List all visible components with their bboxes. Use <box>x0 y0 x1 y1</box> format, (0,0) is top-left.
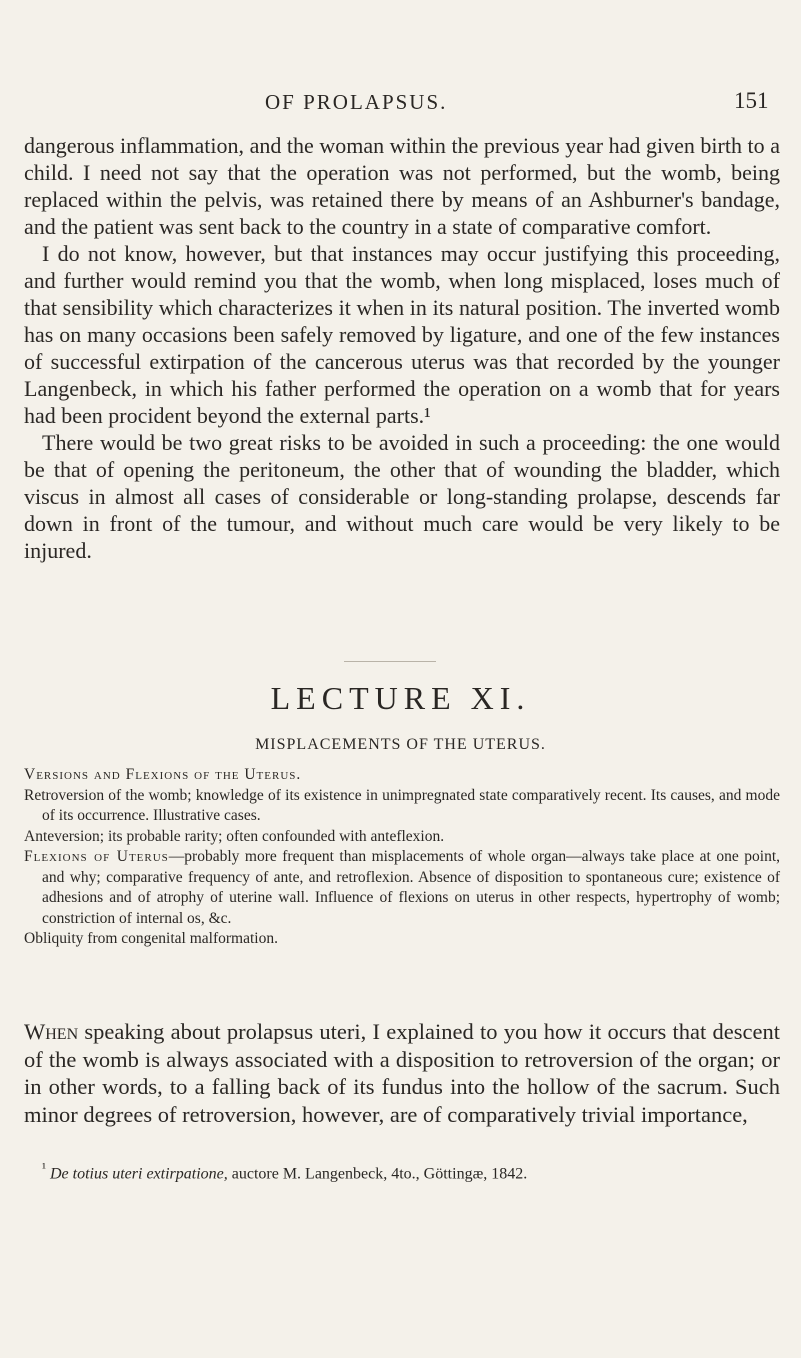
synopsis-heading: Versions and Flexions of the Uterus. <box>24 766 302 783</box>
synopsis-text: Obliquity from congenital malformation. <box>24 930 278 947</box>
synopsis-item <box>24 827 780 848</box>
lecture-body <box>24 1018 780 1128</box>
synopsis-text: Anteversion; its probable rarity; often confounded with anteflexion. <box>24 827 445 845</box>
synopsis-item <box>24 786 780 827</box>
lecture-opening-paragraph <box>24 1018 780 1128</box>
running-head <box>0 88 801 118</box>
synopsis-text: —probably more frequent than misplacements of whole organ—always take place at one point, and why; comparative frequency of ante, and retroflexion. Absence of disposition to spontaneous cure; existence of adhesions and of atrophy of uterine wall. Influence of flexions on uterus in other respects, hypertrophy of womb; constriction of internal os, &c. <box>42 848 781 927</box>
footnote-marker: ¹ <box>42 1160 46 1175</box>
paragraph-3: There would be two great risks to be avoided in such a proceeding: the one would be that of opening the peritoneum, the other that of wounding the bladder, which viscus in almost all cases of considerable or long-standing prolapse, descends far down in front of the tumour, and without much care would be very likely to be injured. <box>24 430 780 563</box>
paragraph-2: I do not know, however, but that instances may occur justifying this proceeding, and further would remind you that the womb, when long misplaced, loses much of that sensibility which characterizes it when in its natural position. The inverted womb has on many occasions been safely removed by ligature, and one of the few instances of successful extirpation of the cancerous uterus was that recorded by the younger Langenbeck, in which his father performed the operation on a womb that for years had been procident beyond the external parts.¹ <box>24 241 780 428</box>
footnote-title: De totius uteri extirpatione, <box>50 1165 228 1183</box>
footnote <box>24 1158 780 1184</box>
page-number: 151 <box>734 88 769 113</box>
lecture-synopsis <box>24 765 780 950</box>
lecture-subtitle: MISPLACEMENTS OF THE UTERUS. <box>255 736 546 753</box>
body-text <box>24 132 780 564</box>
running-title: OF PROLAPSUS. <box>265 90 448 114</box>
paragraph-1: dangerous inflammation, and the woman within the previous year had given birth to a child. I need not say that the operation was not performed, but the womb, being replaced within the pelvis, was retained there by means of an Ashburner's bandage, and the patient was sent back to the country in a state of comparative comfort. <box>24 133 780 239</box>
synopsis-item <box>24 847 780 929</box>
opening-text: speaking about prolapsus uteri, I explained to you how it occurs that descent of the womb is always associated with a disposition to retroversion of the organ; or in other words, to a falling back of its fundus into the hollow of the sacrum. Such minor degrees of retroversion, however, are of comparatively trivial importance, <box>24 1019 780 1127</box>
lead-in-word: When <box>24 1019 79 1044</box>
lecture-title: LECTURE XI. <box>270 680 531 716</box>
synopsis-text: Retroversion of the womb; knowledge of its existence in unimpregnated state comparatively recent. Its causes, and mode of its occurrence. Illustrative cases. <box>24 786 780 824</box>
synopsis-item <box>24 765 780 786</box>
footnote-text: auctore M. Langenbeck, 4to., Göttingæ, 1842. <box>227 1165 528 1183</box>
section-divider <box>344 661 436 662</box>
synopsis-item <box>24 929 780 950</box>
synopsis-heading: Flexions of Uterus <box>24 848 169 865</box>
